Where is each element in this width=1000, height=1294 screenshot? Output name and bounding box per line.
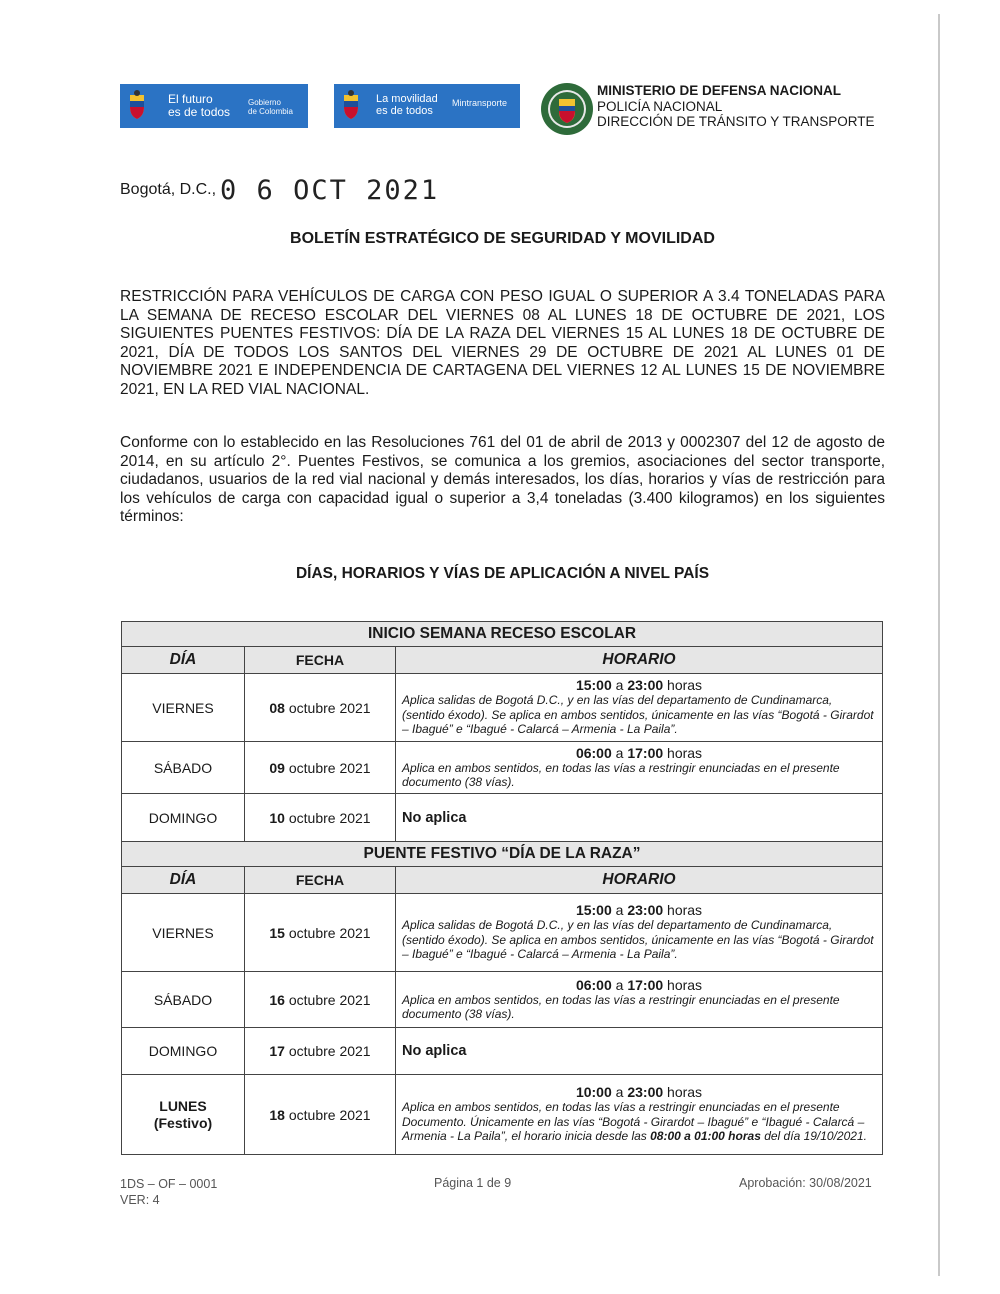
place-and-date	[120, 170, 440, 206]
approval-date: Aprobación: 30/08/2021	[739, 1176, 872, 1190]
horario-note: Aplica en ambos sentidos, en todas las vías a restringir enunciadas en el presente documento (38 vías).	[402, 992, 840, 1021]
section-title: PUENTE FESTIVO “DÍA DE LA RAZA”	[122, 842, 883, 867]
cell-horario: No aplica	[396, 1028, 883, 1075]
ministry-line-3: DIRECCIÓN DE TRÁNSITO Y TRANSPORTE	[597, 114, 875, 129]
section-subtitle: DÍAS, HORARIOS Y VÍAS DE APLICACIÓN A NIVEL PAÍS	[295, 565, 710, 582]
cell-dia: VIERNES	[122, 674, 245, 742]
column-header-row	[122, 647, 883, 674]
table-row	[122, 674, 883, 742]
place-label: Bogotá, D.C.,	[120, 181, 217, 198]
colombia-shield-icon	[126, 89, 148, 121]
cell-horario: 06:00 a 17:00 horas Aplica en ambos sentidos, en todas las vías a restringir enunciadas en el presente documento (38 vías).	[396, 742, 883, 794]
table-row	[122, 1075, 883, 1155]
document-title: BOLETÍN ESTRATÉGICO DE SEGURIDAD Y MOVILIDAD	[290, 230, 715, 247]
cell-horario: 06:00 a 17:00 horas Aplica en ambos sentidos, en todas las vías a restringir enunciadas en el presente documento (38 vías).	[396, 972, 883, 1028]
cell-horario: No aplica	[396, 794, 883, 842]
logo1-subtitle: Gobierno de Colombia	[248, 98, 293, 116]
horario-note: Aplica en ambos sentidos, en todas las vías a restringir enunciadas en el presente Documento. Únicamente en las vías “Bogotá - Girardot – Ibagué” e “Ibagué - Calarcá – Armenia - La Paila”, el horario inicia desde las 08:00 a 01:00 horas del día 19/10/2021.	[402, 1100, 867, 1144]
section-header-row	[122, 622, 883, 647]
cell-fecha: 15 octubre 2021	[245, 894, 396, 972]
table-row	[122, 894, 883, 972]
col-dia: DÍA	[122, 647, 245, 674]
cell-horario: 15:00 a 23:00 horas Aplica salidas de Bogotá D.C., y en las vías del departamento de Cundinamarca, (sentido éxodo). Se aplica en ambos sentidos, únicamente en las vías “Bogotá - Girardot – Ibagué” e “Ibagué - Calarcá – Armenia - La Paila”.	[396, 894, 883, 972]
document-code: 1DS – OF – 0001	[120, 1177, 218, 1191]
cell-dia: LUNES (Festivo)	[122, 1075, 245, 1155]
section-title: INICIO SEMANA RECESO ESCOLAR	[122, 622, 883, 647]
ministry-line-2: POLICÍA NACIONAL	[597, 98, 723, 114]
horario-note: Aplica en ambos sentidos, en todas las vías a restringir enunciadas en el presente documento (38 vías).	[402, 760, 840, 789]
cell-dia: SÁBADO	[122, 972, 245, 1028]
colombia-shield-icon	[340, 89, 362, 121]
cell-fecha: 10 octubre 2021	[245, 794, 396, 842]
cell-fecha: 18 octubre 2021	[245, 1075, 396, 1155]
cell-fecha: 09 octubre 2021	[245, 742, 396, 794]
horario-note: Aplica salidas de Bogotá D.C., y en las vías del departamento de Cundinamarca, (sentido éxodo). Se aplica en ambos sentidos, únicamente en las vías “Bogotá - Girardot – Ibagué” e “Ibagué - Calarcá – Armenia - La Paila”.	[402, 918, 874, 962]
table-row	[122, 742, 883, 794]
col-horario: HORARIO	[396, 867, 883, 894]
logo1-slogan: El futuro es de todos	[168, 92, 231, 119]
col-fecha: FECHA	[245, 647, 396, 674]
section-header-row	[122, 842, 883, 867]
restriction-paragraph: RESTRICCIÓN PARA VEHÍCULOS DE CARGA CON PESO IGUAL O SUPERIOR A 3.4 TONELADAS PARA LA SEMANA DE RECESO ESCOLAR DEL VIERNES 08 AL LUNES 18 DE OCTUBRE DE 2021, LOS SIGUIENTES PUENTES FESTIVOS: DÍA DE LA RAZA DEL VIERNES 15 AL LUNES 18 DE OCTUBRE DE 2021, DÍA DE TODOS LOS SANTOS DEL VIERNES 29 DE OCTUBRE DE 2021 AL LUNES 01 DE NOVIEMBRE 2021 E INDEPENDENCIA DE CARTAGENA DEL VIERNES 12 AL LUNES 15 DE NOVIEMBRE 2021, EN LA RED VIAL NACIONAL.	[120, 288, 885, 398]
logo2-slogan: La movilidad es de todos	[376, 93, 438, 117]
document-version: VER: 4	[120, 1193, 160, 1207]
cell-dia: VIERNES	[122, 894, 245, 972]
column-header-row	[122, 867, 883, 894]
logo-mintransporte	[334, 84, 520, 128]
intro-paragraph: Conforme con lo establecido en las Resoluciones 761 del 01 de abril de 2013 y 0002307 del 12 de agosto de 2014, en su artículo 2°. Puentes Festivos, se comunica a los gremios, asociaciones del sector transporte, ciudadanos, usuarios de la red vial nacional y demás interesados, los días, horarios y vías de restricción para los vehículos de carga con capacidad igual o superior a 3,4 toneladas (3.400 kilogramos) en los siguientes términos:	[120, 434, 885, 526]
scan-edge-line	[938, 14, 940, 1276]
footer-code	[120, 1176, 217, 1208]
table-row	[122, 794, 883, 842]
logo-gobierno-colombia	[120, 84, 308, 128]
col-fecha: FECHA	[245, 867, 396, 894]
col-dia: DÍA	[122, 867, 245, 894]
cell-fecha: 17 octubre 2021	[245, 1028, 396, 1075]
table-row	[122, 972, 883, 1028]
logo2-subtitle: Mintransporte	[452, 98, 508, 108]
ministry-line-1: MINISTERIO DE DEFENSA NACIONAL	[597, 83, 842, 98]
cell-dia: DOMINGO	[122, 794, 245, 842]
cell-dia: SÁBADO	[122, 742, 245, 794]
table-row	[122, 1028, 883, 1075]
cell-dia: DOMINGO	[122, 1028, 245, 1075]
ministry-heading	[597, 83, 875, 130]
date-stamp: 0 6 OCT 2021	[220, 175, 440, 206]
cell-fecha: 16 octubre 2021	[245, 972, 396, 1028]
cell-fecha: 08 octubre 2021	[245, 674, 396, 742]
policia-nacional-seal-icon	[540, 82, 594, 136]
horario-note: Aplica salidas de Bogotá D.C., y en las vías del departamento de Cundinamarca, (sentido éxodo). Se aplica en ambos sentidos, únicamente en las vías “Bogotá - Girardot – Ibagué” e “Ibagué - Calarcá – Armenia - La Paila”.	[402, 693, 874, 737]
cell-horario: 15:00 a 23:00 horas Aplica salidas de Bogotá D.C., y en las vías del departamento de Cundinamarca, (sentido éxodo). Se aplica en ambos sentidos, únicamente en las vías “Bogotá - Girardot – Ibagué” e “Ibagué - Calarcá – Armenia - La Paila”.	[396, 674, 883, 742]
cell-horario: 10:00 a 23:00 horas Aplica en ambos sentidos, en todas las vías a restringir enunciadas en el presente Documento. Únicamente en las vías “Bogotá - Girardot – Ibagué” e “Ibagué - Calarcá – Armenia - La Paila”, el horario inicia desde las 08:00 a 01:00 horas del día 19/10/2021.	[396, 1075, 883, 1155]
col-horario: HORARIO	[396, 647, 883, 674]
schedule-table	[121, 621, 883, 1155]
page-number: Página 1 de 9	[434, 1176, 512, 1190]
